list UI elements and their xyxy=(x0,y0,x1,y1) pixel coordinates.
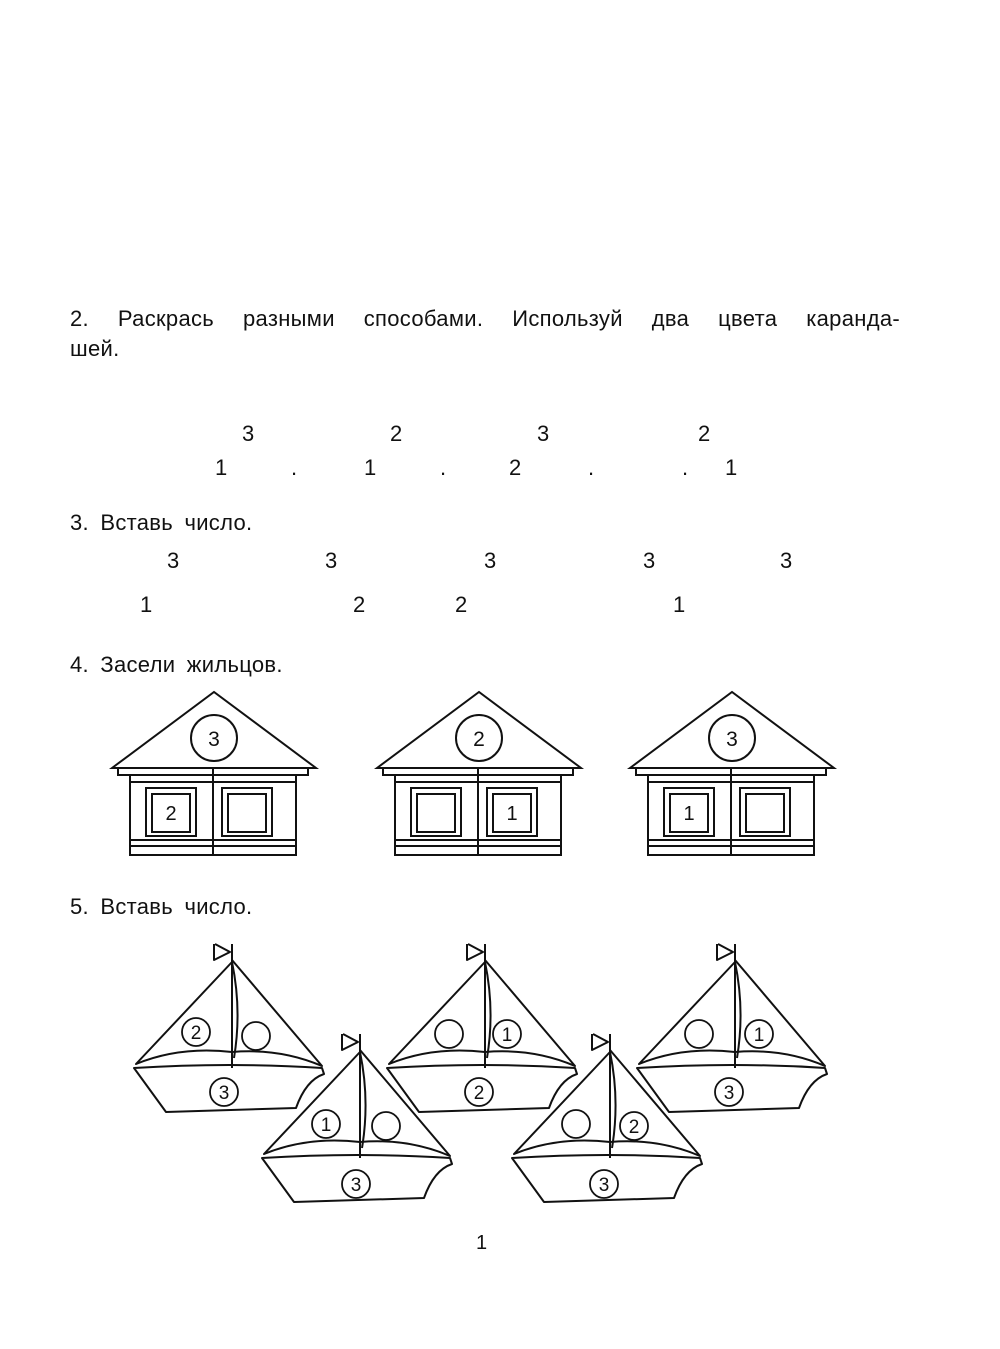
task-2-line-2: шей. xyxy=(70,336,120,361)
house-2-roof-number: 2 xyxy=(473,728,485,751)
boat-5 xyxy=(633,940,833,1120)
house-1-roof-number: 3 xyxy=(208,728,220,751)
house-2 xyxy=(375,690,585,860)
house-1-left-window-number: 2 xyxy=(165,803,177,825)
task-2-group-2-left: 1 xyxy=(364,455,377,480)
boat-1-left-sail-number: 2 xyxy=(190,1023,202,1044)
task-3-top-2: 3 xyxy=(325,548,338,573)
house-3-roof-number: 3 xyxy=(726,728,738,751)
task-2-group-4-left: . xyxy=(682,455,689,480)
house-2-right-window-number: 1 xyxy=(506,803,518,825)
boat-2-left-sail-number: 1 xyxy=(320,1115,332,1136)
house-1 xyxy=(110,690,320,860)
task-3-bottom-1: 1 xyxy=(140,592,153,617)
task-2-group-4-right: 1 xyxy=(725,455,738,480)
boat-5-right-sail-number: 1 xyxy=(753,1025,765,1046)
task-3-bottom-3: 2 xyxy=(455,592,468,617)
task-3-top-3: 3 xyxy=(484,548,497,573)
task-2-group-3-top: 3 xyxy=(537,421,550,446)
task-3-title: 3. Вставь число. xyxy=(70,510,253,535)
boat-1-hull-number: 3 xyxy=(218,1083,230,1104)
task-2-group-2-top: 2 xyxy=(390,421,403,446)
task-5-title: 5. Вставь число. xyxy=(70,894,253,919)
task-4-title: 4. Засели жильцов. xyxy=(70,652,283,677)
task-3-top-5: 3 xyxy=(780,548,793,573)
page-number: 1 xyxy=(476,1232,488,1254)
boat-4-hull-number: 3 xyxy=(598,1175,610,1196)
boat-4-right-sail-number: 2 xyxy=(628,1117,640,1138)
task-2-group-1-right: . xyxy=(291,455,298,480)
task-2-group-3-left: 2 xyxy=(509,455,522,480)
boat-5-hull-number: 3 xyxy=(723,1083,735,1104)
task-2-instruction xyxy=(70,304,900,364)
boat-3-hull-number: 2 xyxy=(473,1083,485,1104)
task-3-top-1: 3 xyxy=(167,548,180,573)
house-3-left-window-number: 1 xyxy=(683,803,695,825)
house-3 xyxy=(628,690,838,860)
task-3-bottom-4: 1 xyxy=(673,592,686,617)
task-3-bottom-2: 2 xyxy=(353,592,366,617)
task-2-line-1: 2. Раскрась разными способами. Используй два цвета каранда- xyxy=(70,306,900,331)
boat-2-hull-number: 3 xyxy=(350,1175,362,1196)
task-2-group-4-top: 2 xyxy=(698,421,711,446)
task-2-group-3-right: . xyxy=(588,455,595,480)
task-2-group-1-left: 1 xyxy=(215,455,228,480)
task-2-group-2-right: . xyxy=(440,455,447,480)
task-2-group-1-top: 3 xyxy=(242,421,255,446)
task-3-top-4: 3 xyxy=(643,548,656,573)
boat-3-right-sail-number: 1 xyxy=(501,1025,513,1046)
